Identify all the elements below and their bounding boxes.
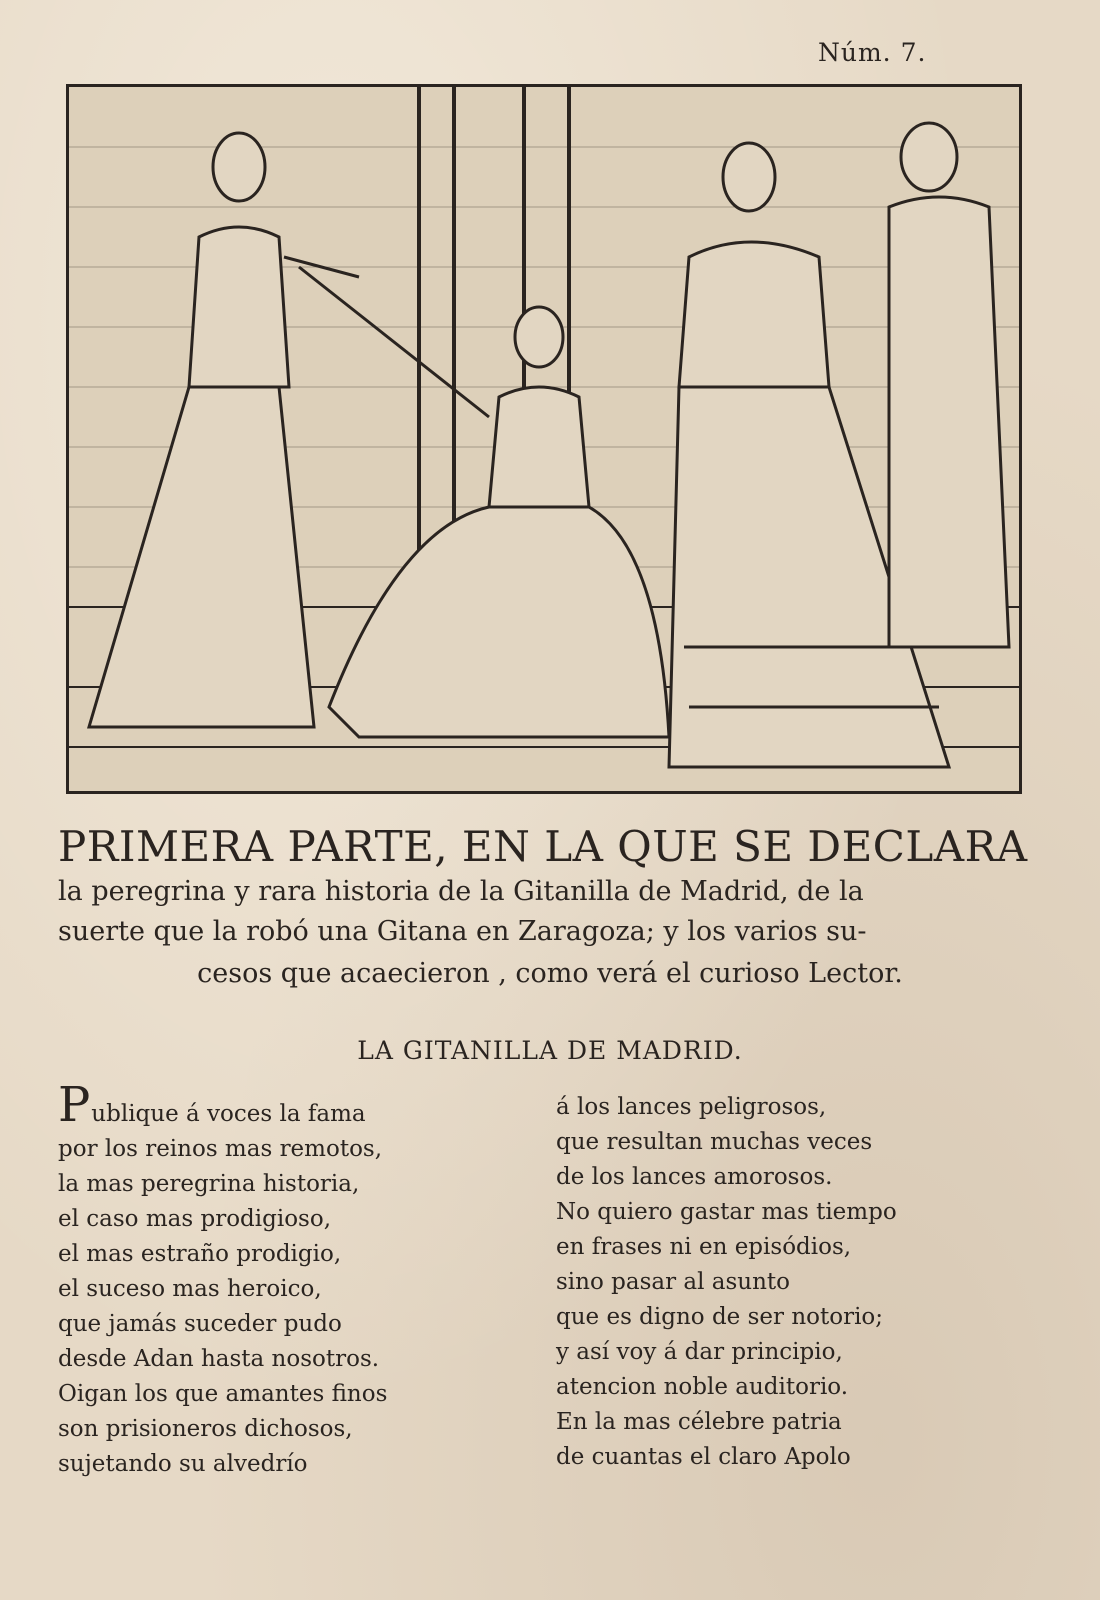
poem-title: LA GITANILLA DE MADRID. (357, 1036, 743, 1065)
heading-sub-line: la peregrina y rara historia de la Gitanilla de Madrid, de la (58, 876, 864, 907)
verse-line: que jamás suceder pudo (58, 1311, 342, 1337)
verse-line: por los reinos mas remotos, (58, 1136, 383, 1162)
verse-line: que resultan muchas veces (556, 1129, 873, 1155)
verse-line: en frases ni en episódios, (556, 1234, 852, 1260)
heading-sub-line: suerte que la robó una Gitana en Zaragoza; y los varios su- (58, 916, 867, 947)
verse-line: el caso mas prodigioso, (58, 1206, 332, 1232)
verse-line-text: ublique á voces la fama (91, 1101, 366, 1127)
drop-cap: P (58, 1077, 91, 1133)
verse-line: y así voy á dar principio, (556, 1339, 843, 1365)
verse-line: sino pasar al asunto (556, 1269, 790, 1295)
verse-line: que es digno de ser notorio; (556, 1304, 884, 1330)
verse-line (58, 1077, 498, 1133)
heading-sub-line-last: cesos que acaecieron , como verá el curioso Lector. (197, 958, 903, 989)
heading-title: PRIMERA PARTE, EN LA QUE SE DECLARA (58, 822, 1028, 871)
verse-line: No quiero gastar mas tiempo (556, 1199, 897, 1225)
woodcut-illustration (66, 84, 1022, 794)
verse-line: el mas estraño prodigio, (58, 1241, 342, 1267)
verse-line: sujetando su alvedrío (58, 1451, 308, 1477)
verse-column-right (556, 1090, 996, 1475)
woodcut-figures (69, 87, 1019, 791)
verse-line: Oigan los que amantes finos (58, 1381, 388, 1407)
verse-line: de cuantas el claro Apolo (556, 1444, 851, 1470)
verse-line: En la mas célebre patria (556, 1409, 842, 1435)
verse-line: de los lances amorosos. (556, 1164, 833, 1190)
verse-line: desde Adan hasta nosotros. (58, 1346, 380, 1372)
page-number: Núm. 7. (818, 38, 927, 67)
verse-line: la mas peregrina historia, (58, 1171, 360, 1197)
verse-line: atencion noble auditorio. (556, 1374, 849, 1400)
verse-column-left (58, 1077, 498, 1482)
verse-line: el suceso mas heroico, (58, 1276, 322, 1302)
verse-line: á los lances peligrosos, (556, 1094, 827, 1120)
verse-line: son prisioneros dichosos, (58, 1416, 353, 1442)
heading-subtitle (58, 872, 1048, 952)
